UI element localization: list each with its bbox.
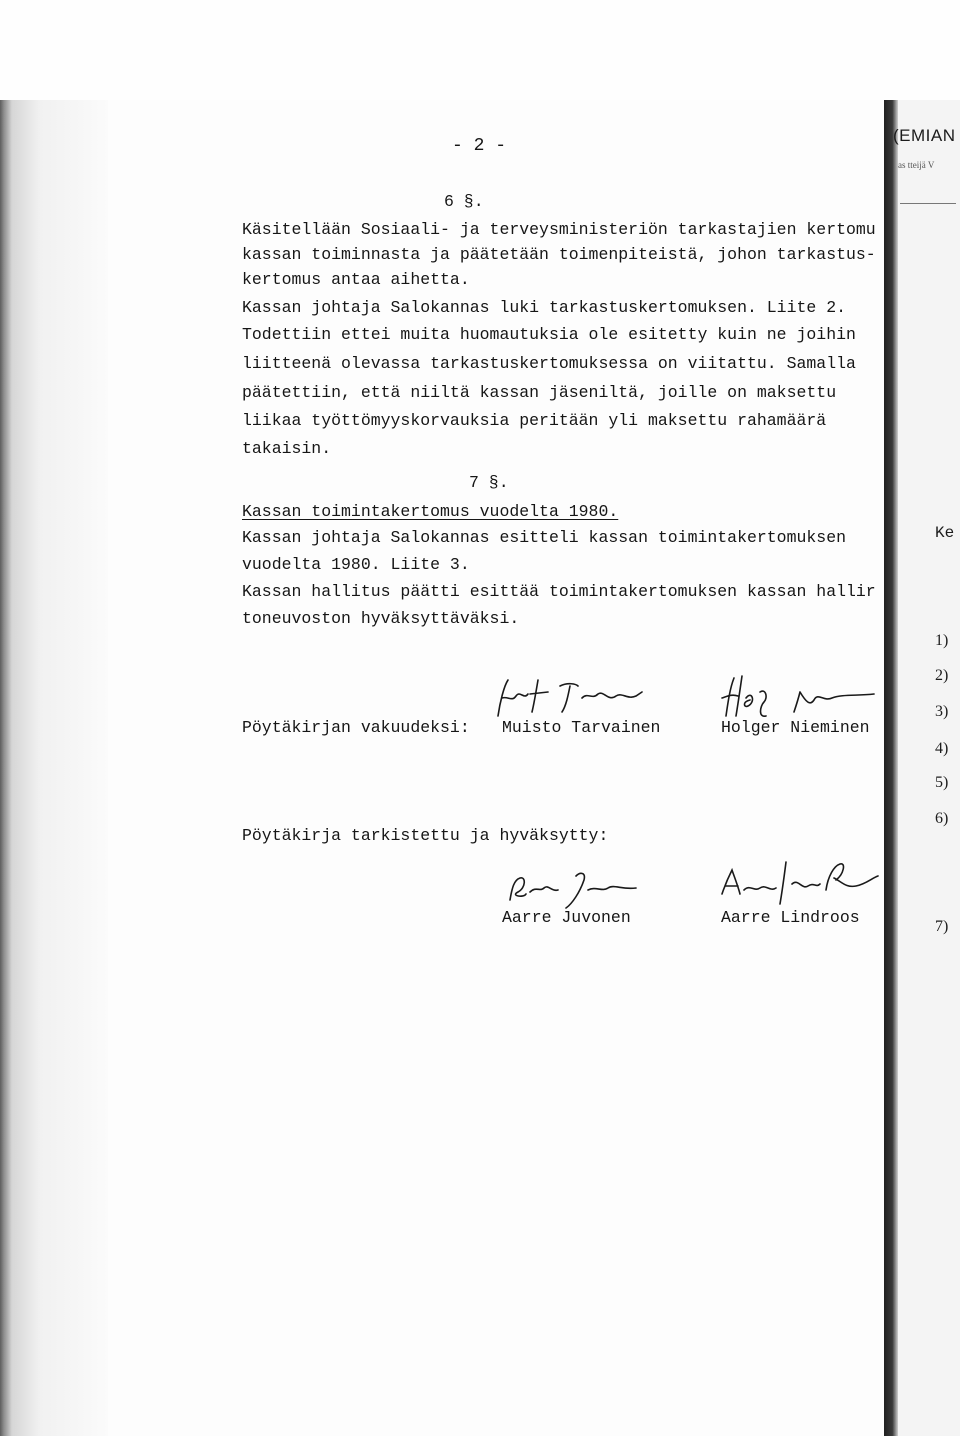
margin-rule [900, 203, 956, 204]
margin-number: 5) [935, 774, 949, 791]
section-6-line: takaisin. [242, 439, 332, 458]
section-6-line: liikaa työttömyyskorvauksia peritään yli maksettu rahamäärä [242, 411, 827, 430]
signature-aarre-juvonen [496, 862, 656, 912]
approver-2-name: Aarre Lindroos [721, 908, 860, 927]
margin-number: 4) [935, 740, 949, 757]
section-6-heading: 6 §. [444, 192, 484, 211]
approval-label: Pöytäkirja tarkistettu ja hyväksytty: [242, 826, 609, 845]
scan-left-shadow [0, 0, 108, 1436]
margin-number: 1) [935, 632, 949, 649]
signature-aarre-lindroos [716, 858, 886, 912]
section-6-line: kertomus antaa aihetta. [242, 270, 470, 289]
margin-number: 7) [935, 918, 949, 935]
section-7-line: toneuvoston hyväksyttäväksi. [242, 609, 520, 628]
next-page-margin [898, 100, 960, 1436]
section-6-line: Kassan johtaja Salokannas luki tarkastuskertomuksen. Liite 2. [242, 298, 846, 317]
margin-sub-fragment: as tteijä V [898, 160, 935, 170]
margin-number: 6) [935, 810, 949, 827]
section-6-line: Todettiin ettei muita huomautuksia ole esitetty kuin ne joihin [242, 325, 856, 344]
margin-header-fragment: (EMIAN [893, 126, 956, 145]
margin-number: 2) [935, 667, 949, 684]
section-7-heading: 7 §. [469, 473, 509, 492]
approver-1-name: Aarre Juvonen [502, 908, 631, 927]
section-6-line: kassan toiminnasta ja päätetään toimenpiteistä, johon tarkastus- [242, 245, 876, 264]
section-7-title: Kassan toimintakertomus vuodelta 1980. [242, 502, 619, 521]
margin-ke-fragment: Ke [935, 524, 955, 542]
section-6-line: liitteenä olevassa tarkastuskertomuksessa on viitattu. Samalla [242, 354, 856, 373]
margin-number: 3) [935, 703, 949, 720]
section-6-line: päätettiin, että niiltä kassan jäseniltä, joille on maksettu [242, 383, 837, 402]
scan-top-band [0, 0, 960, 100]
page-number: - 2 - [452, 136, 507, 156]
section-7-line: vuodelta 1980. Liite 3. [242, 555, 470, 574]
verifier-2-name: Holger Nieminen [721, 718, 870, 737]
verifier-1-name: Muisto Tarvainen [502, 718, 661, 737]
signature-muisto-tarvainen [478, 672, 658, 722]
signature-holger-nieminen [712, 672, 882, 722]
section-7-line: Kassan hallitus päätti esittää toimintakertomuksen kassan hallir [242, 582, 876, 601]
scan-fold-shadow [884, 100, 898, 1436]
section-7-line: Kassan johtaja Salokannas esitteli kassan toimintakertomuksen [242, 528, 846, 547]
verifiers-label: Pöytäkirjan vakuudeksi: [242, 718, 470, 737]
section-6-line: Käsitellään Sosiaali- ja terveysministeriön tarkastajien kertomu [242, 220, 876, 239]
